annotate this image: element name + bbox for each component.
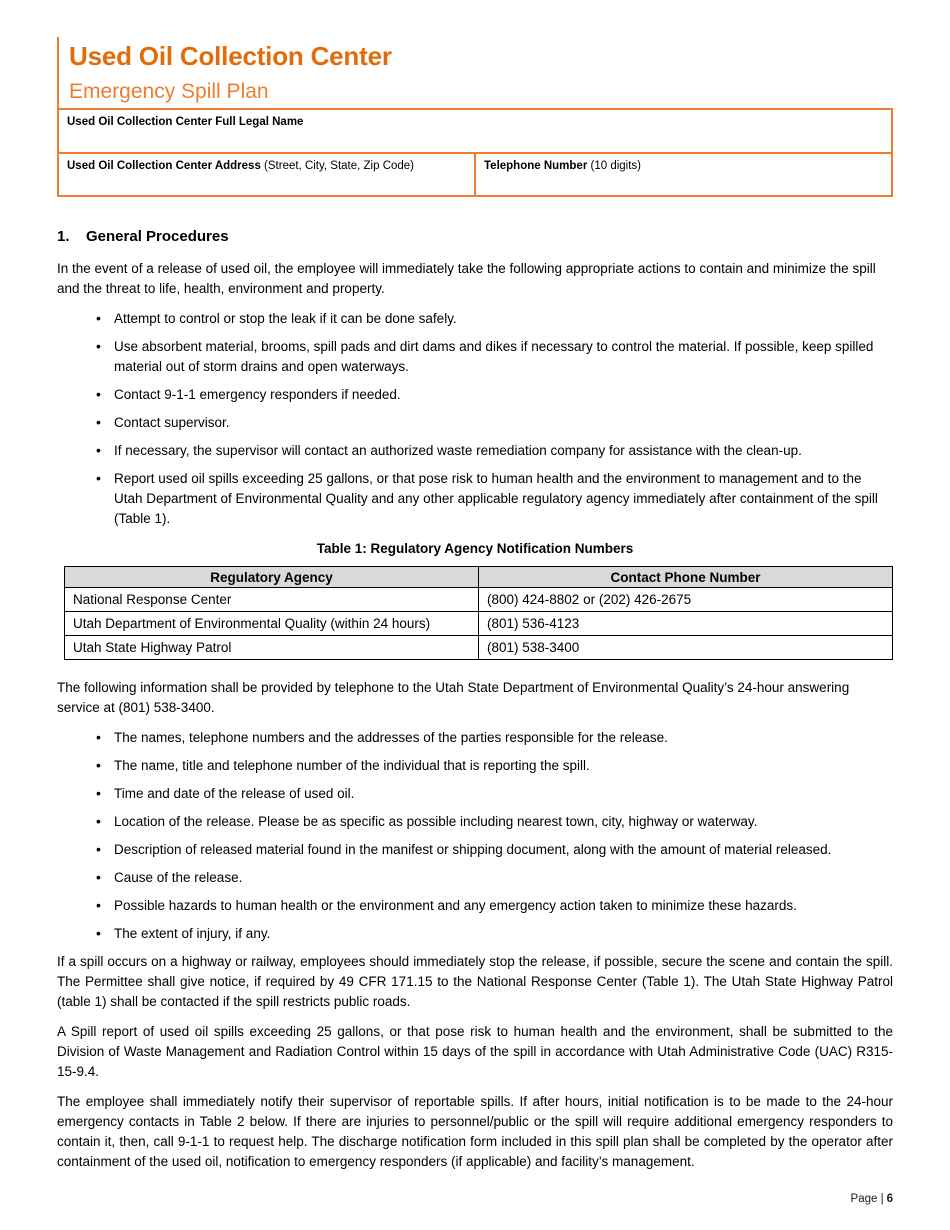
table-row — [65, 588, 893, 612]
notify-paragraph: The employee shall immediately notify their supervisor of reportable spills. If after hours, initial notification is to be made to the 24-hour emergency contacts in Table 2 below. If there are injuries to personnel/public or the spill will require additional emergency responders to contain it, then, call 9-1-1 to request help. The discharge notification form included in this spill plan shall be completed by the operator after containment of the used oil, notification to emergency responders (if applicable) and facility’s management. — [57, 1094, 893, 1169]
list-item: • Time and date of the release of used oil. — [57, 784, 893, 804]
spill-report-paragraph: A Spill report of used oil spills exceeding 25 gallons, or that pose risk to human health and the environment, shall be submitted to the Division of Waste Management and Radiation Control within 15 days of the spill in accordance with Utah Administrative Code (UAC) R315-15-9.4. — [57, 1024, 893, 1079]
address-field[interactable] — [67, 173, 466, 191]
table-row — [65, 636, 893, 660]
agency-cell: Utah Department of Environmental Quality (within 24 hours) — [65, 612, 479, 636]
form-row-name — [58, 109, 892, 153]
list-item: • The names, telephone numbers and the addresses of the parties responsible for the release. — [57, 728, 893, 748]
address-cell — [58, 153, 475, 196]
table-header-row — [65, 567, 893, 588]
phone-label — [484, 159, 883, 173]
form-row-address-phone — [58, 153, 892, 196]
phone-field[interactable] — [484, 173, 883, 191]
section-number: 1. — [57, 228, 70, 245]
full-legal-name-cell — [58, 109, 892, 153]
regulatory-agency-table — [64, 566, 893, 660]
page-label: Page | — [850, 1193, 884, 1205]
full-legal-name-label: Used Oil Collection Center Full Legal Name — [67, 116, 304, 128]
document-header — [57, 37, 893, 108]
address-label — [67, 159, 466, 173]
intro-paragraph: In the event of a release of used oil, the employee will immediately take the following appropriate actions to contain and minimize the spill and the threat to life, health, environment and property. — [57, 261, 876, 296]
phone-cell — [475, 153, 892, 196]
list-item: • Use absorbent material, brooms, spill pads and dirt dams and dikes if necessary to control the material. If possible, keep spilled material out of storm drains and open waterways. — [57, 337, 893, 377]
actions-list — [57, 309, 893, 529]
list-item: • Attempt to control or stop the leak if it can be done safely. — [57, 309, 893, 329]
list-item: • Description of released material found in the manifest or shipping document, along with the amount of material released. — [57, 840, 893, 860]
document-subtitle: Emergency Spill Plan — [69, 80, 269, 103]
document-title: Used Oil Collection Center — [69, 41, 392, 71]
table1-caption: Table 1: Regulatory Agency Notification Numbers — [316, 541, 634, 556]
list-item: • If necessary, the supervisor will contact an authorized waste remediation company for assistance with the clean-up. — [57, 441, 893, 461]
phone-number-cell: (800) 424-8802 or (202) 426-2675 — [479, 588, 893, 612]
list-item: • Location of the release. Please be as specific as possible including nearest town, city, highway or waterway. — [57, 812, 893, 832]
section-title: General Procedures — [86, 228, 229, 245]
page-footer — [851, 1193, 893, 1205]
list-item: • Report used oil spills exceeding 25 gallons, or that pose risk to human health and the environment to management and to the Utah Department of Environmental Quality and any other applicable regulatory agency immediately after containment of the spill (Table 1). — [57, 469, 893, 529]
list-item: • Contact 9-1-1 emergency responders if needed. — [57, 385, 893, 405]
agency-cell: Utah State Highway Patrol — [65, 636, 479, 660]
list-item: • The name, title and telephone number of the individual that is reporting the spill. — [57, 756, 893, 776]
phone-label-bold: Telephone Number — [484, 160, 588, 172]
phone-hint: (10 digits) — [587, 160, 641, 172]
page-number: 6 — [886, 1193, 893, 1205]
info-list — [57, 728, 893, 944]
phone-number-cell: (801) 538-3400 — [479, 636, 893, 660]
list-item: • Contact supervisor. — [57, 413, 893, 433]
address-hint: (Street, City, State, Zip Code) — [260, 160, 415, 172]
section-heading — [57, 227, 893, 246]
highway-paragraph: If a spill occurs on a highway or railway, employees should immediately stop the release, if possible, secure the scene and contain the spill. The Permittee shall give notice, if required by 49 CFR 171.15 to the National Response Center (Table 1). The Utah State Highway Patrol (table 1) shall be contacted if the spill restricts public roads. — [57, 954, 893, 1009]
table-row — [65, 612, 893, 636]
list-item: • Cause of the release. — [57, 868, 893, 888]
phone-number-cell: (801) 536-4123 — [479, 612, 893, 636]
list-item: • Possible hazards to human health or the environment and any emergency action taken to minimize these hazards. — [57, 896, 893, 916]
column-header-phone: Contact Phone Number — [479, 567, 893, 588]
document-body — [57, 227, 893, 1172]
agency-cell: National Response Center — [65, 588, 479, 612]
full-legal-name-field[interactable] — [67, 129, 883, 147]
address-label-bold: Used Oil Collection Center Address — [67, 160, 261, 172]
list-item: • The extent of injury, if any. — [57, 924, 893, 944]
info-intro-paragraph: The following information shall be provided by telephone to the Utah State Department of Environmental Quality’s 24-hour answering service at (801) 538-3400. — [57, 680, 850, 715]
column-header-agency: Regulatory Agency — [65, 567, 479, 588]
facility-info-form — [57, 108, 893, 197]
